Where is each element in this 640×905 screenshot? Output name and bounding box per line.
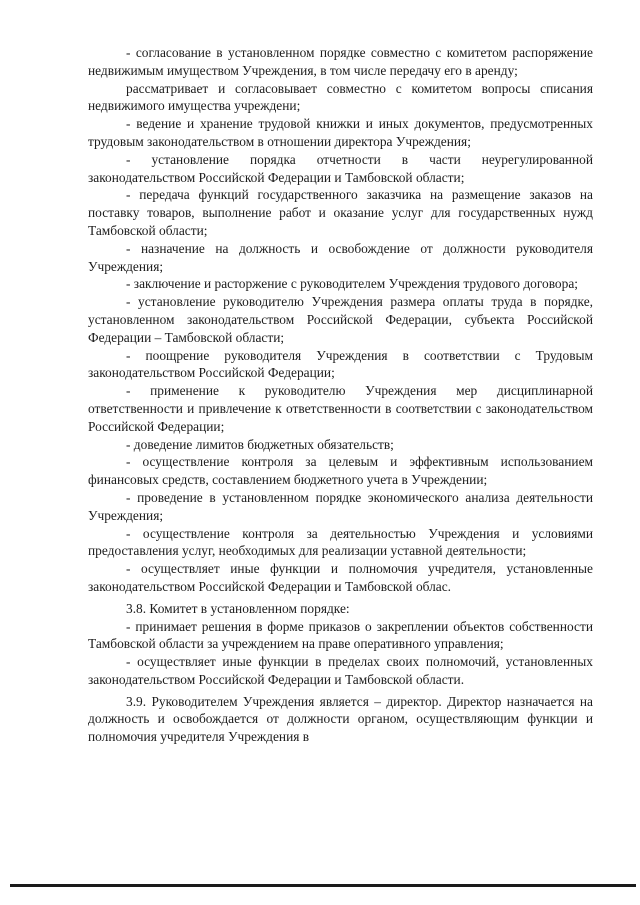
section-3-9-paragraph: 3.9. Руководителем Учреждения является – директор. Директор назначается на должность и освобождается от должности органом, осуществляющим функции и полномочия учредителя Учреждения в — [88, 693, 593, 745]
paragraph-financial-control: - осуществление контроля за целевым и эффективным использованием финансовых средств, составлением бюджетного учета в Учреждении; — [88, 454, 593, 488]
paragraph-orders: - принимает решения в форме приказов о закреплении объектов собственности Тамбовской области за учреждением на праве оперативного управления; — [88, 618, 593, 652]
document-page — [88, 44, 593, 746]
paragraph-discipline: - применение к руководителю Учреждения мер дисциплинарной ответственности и привлечение к ответственности в соответствии с законодательством Российской Федерации; — [88, 383, 593, 434]
paragraph-labor-book: - ведение и хранение трудовой книжки и иных документов, предусмотренных трудовым законодательством в отношении директора Учреждения; — [88, 116, 593, 149]
paragraph-write-off-approval: рассматривает и согласовывает совместно с комитетом вопросы списания недвижимого имущества учреждени; — [88, 80, 593, 114]
paragraph-reporting-order: - установление порядка отчетности в части неурегулированной законодательством Российской Федерации и Тамбовской области; — [88, 151, 593, 185]
paragraph-state-customer: - передача функций государственного заказчика на размещение заказов на поставку товаров, выполнение работ и оказание услуг для государственных нужд Тамбовской области; — [88, 187, 593, 238]
paragraph-committee-other: - осуществляет иные функции в пределах своих полномочий, установленных законодательством Российской Федерации и Тамбовской области. — [88, 654, 593, 687]
paragraph-labor-contract: - заключение и расторжение с руководителем Учреждения трудового договора; — [126, 276, 578, 292]
paragraph-salary: - установление руководителю Учреждения размера оплаты труда в порядке, установленном законодательством Российской Федерации, субъекта Российской Федерации – Тамбовской области; — [88, 294, 593, 345]
paragraph-appointment: - назначение на должность и освобождение от должности руководителя Учреждения; — [88, 240, 593, 274]
paragraph-budget-limits: - доведение лимитов бюджетных обязательств; — [126, 436, 394, 452]
paragraph-property-approval: - согласование в установленном порядке совместно с комитетом распоряжение недвижимым имуществом Учреждения, в том числе передачу его в аренду; — [88, 45, 593, 78]
paragraph-other-functions: - осуществляет иные функции и полномочия учредителя, установленные законодательством Российской Федерации и Тамбовской облас. — [88, 561, 593, 594]
paragraph-activity-control: - осуществление контроля за деятельностью Учреждения и условиями предоставления услуг, необходимых для реализации уставной деятельности; — [88, 525, 593, 559]
paragraph-economic-analysis: - проведение в установленном порядке экономического анализа деятельности Учреждения; — [88, 489, 593, 523]
section-3-8-heading: 3.8. Комитет в установленном порядке: — [126, 600, 350, 616]
paragraph-incentive: - поощрение руководителя Учреждения в соответствии с Трудовым законодательством Российской Федерации; — [88, 347, 593, 381]
scan-edge-line — [10, 884, 636, 887]
